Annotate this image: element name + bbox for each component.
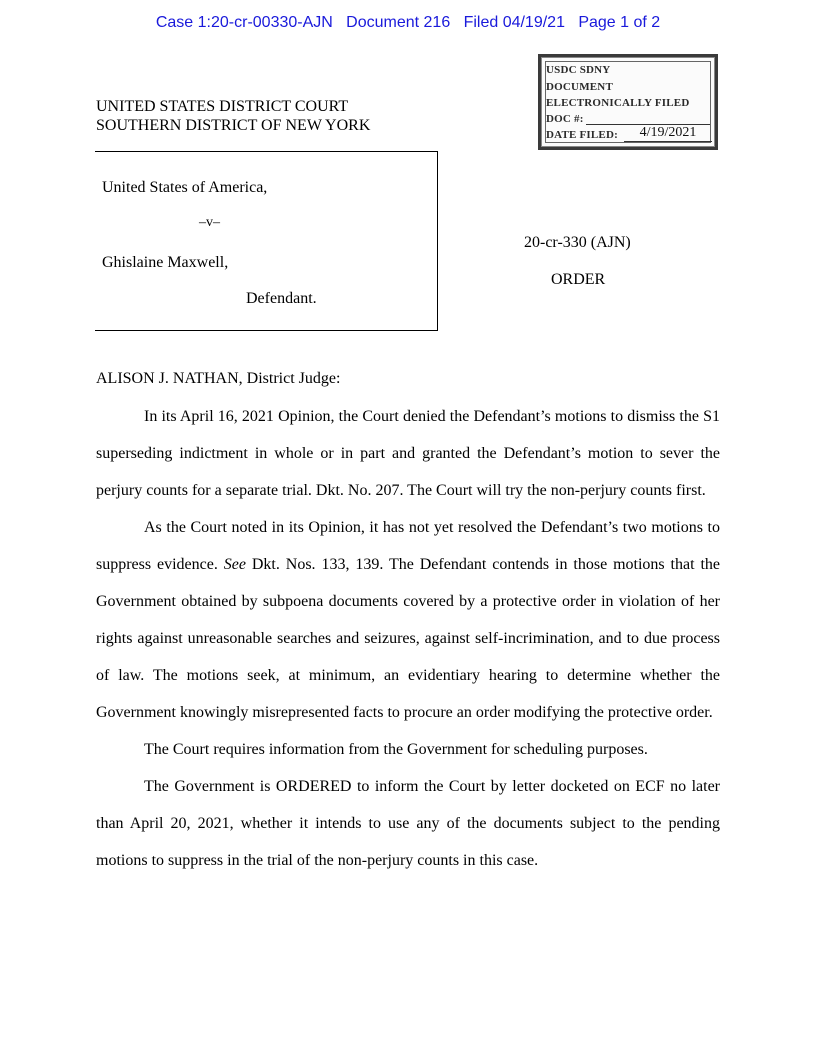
stamp-line-date-filed: DATE FILED: <box>546 129 618 141</box>
citation-signal-see: See <box>223 556 246 573</box>
usdc-filing-stamp <box>538 54 718 150</box>
case-number-header: Case 1:20-cr-00330-AJN <box>155 14 333 31</box>
judge-name: ALISON J. NATHAN, District Judge: <box>96 370 341 387</box>
paragraph-2-part-a: As the Court noted in its Opinion, it has not yet resolved the Defendant’s two motions to suppress evidence. <box>96 519 720 573</box>
stamp-date-filed-value: 4/19/2021 <box>624 125 712 142</box>
caption-versus: –v– <box>199 215 220 230</box>
stamp-line-electronically-filed: ELECTRONICALLY FILED <box>546 97 690 109</box>
stamp-line-usdc: USDC SDNY <box>546 64 611 76</box>
document-number-header: Document 216 <box>346 14 451 31</box>
document-title: ORDER <box>551 271 606 288</box>
court-name-line1: UNITED STATES DISTRICT COURT <box>96 98 349 115</box>
paragraph-2 <box>96 509 720 731</box>
page-number-header: Page 1 of 2 <box>578 14 661 31</box>
case-header <box>0 14 816 32</box>
caption-defendant-name: Ghislaine Maxwell, <box>102 254 229 271</box>
filed-date-header: Filed 04/19/21 <box>463 14 565 31</box>
order-body <box>96 398 720 879</box>
court-name <box>96 97 370 135</box>
court-name-line2: SOUTHERN DISTRICT OF NEW YORK <box>96 117 371 134</box>
paragraph-3: The Court requires information from the Government for scheduling purposes. <box>144 741 648 758</box>
stamp-line-doc-number: DOC #: <box>546 113 584 125</box>
paragraph-1: In its April 16, 2021 Opinion, the Court denied the Defendant’s motions to dismiss the S1 superseding indictment in whole or in part and granted the Defendant’s motion to sever the perjury counts for a separate trial. Dkt. No. 207. The Court will try the non-perjury counts first. <box>96 408 720 499</box>
stamp-line-document: DOCUMENT <box>546 81 613 93</box>
case-number: 20-cr-330 (AJN) <box>524 234 631 251</box>
paragraph-2-part-b: Dkt. Nos. 133, 139. The Defendant contends in those motions that the Government obtained by subpoena documents covered by a protective order in violation of her rights against unreasonable searches and seizures, against self-incrimination, and to due process of law. The motions seek, at minimum, an evidentiary hearing to determine whether the Government knowingly misrepresented facts to procure an order modifying the protective order. <box>96 556 720 721</box>
caption-plaintiff: United States of America, <box>102 179 268 196</box>
paragraph-4: The Government is ORDERED to inform the Court by letter docketed on ECF no later than April 20, 2021, whether it intends to use any of the documents subject to the pending motions to suppress in the trial of the non-perjury counts in this case. <box>96 778 720 869</box>
caption-defendant-role: Defendant. <box>246 290 317 307</box>
